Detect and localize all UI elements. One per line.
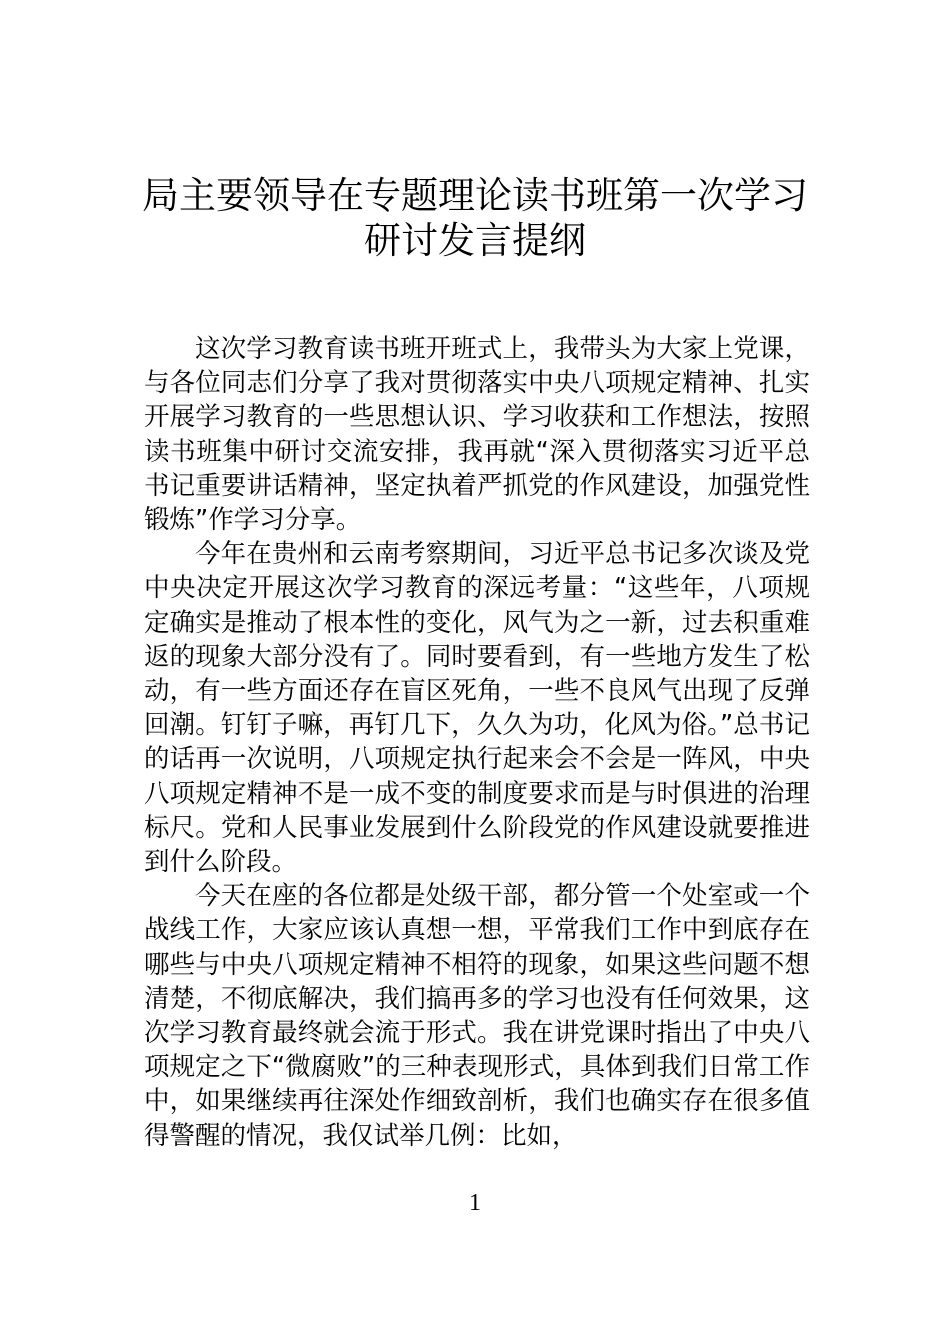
document-body	[144, 332, 810, 1153]
document-title-line-2: 研讨发言提纲	[364, 219, 586, 262]
document-title-line-1: 局主要领导在专题理论读书班第一次学习	[142, 174, 808, 217]
paragraph-2: 今年在贵州和云南考察期间，习近平总书记多次谈及党中央决定开展这次学习教育的深远考量：“这些年，八项规定确实是推动了根本性的变化，风气为之一新，过去积重难返的现象大部分没有了。同时要看到，有一些地方发生了松动，有一些方面还存在盲区死角，一些不良风气出现了反弹回潮。钉钉子嘛，再钉几下，久久为功，化风为俗。”总书记的话再一次说明，八项规定执行起来会不会是一阵风，中央八项规定精神不是一成不变的制度要求而是与时俱进的治理标尺。党和人民事业发展到什么阶段党的作风建设就要推进到什么阶段。	[144, 539, 810, 878]
paragraph-1: 这次学习教育读书班开班式上，我带头为大家上党课，与各位同志们分享了我对贯彻落实中央八项规定精神、扎实开展学习教育的一些思想认识、学习收获和工作想法，按照读书班集中研讨交流安排，我再就“深入贯彻落实习近平总书记重要讲话精神，坚定执着严抓党的作风建设，加强党性锻炼”作学习分享。	[144, 334, 810, 536]
page-number: 1	[469, 1190, 481, 1216]
paragraph-3: 今天在座的各位都是处级干部，都分管一个处室或一个战线工作，大家应该认真想一想，平常我们工作中到底存在哪些与中央八项规定精神不相符的现象，如果这些问题不想清楚，不彻底解决，我们搞再多的学习也没有任何效果，这次学习教育最终就会流于形式。我在讲党课时指出了中央八项规定之下“微腐败”的三种表现形式，具体到我们日常工作中，如果继续再往深处作细致剖析，我们也确实存在很多值得警醒的情况，我仅试举几例：比如，	[144, 881, 810, 1151]
